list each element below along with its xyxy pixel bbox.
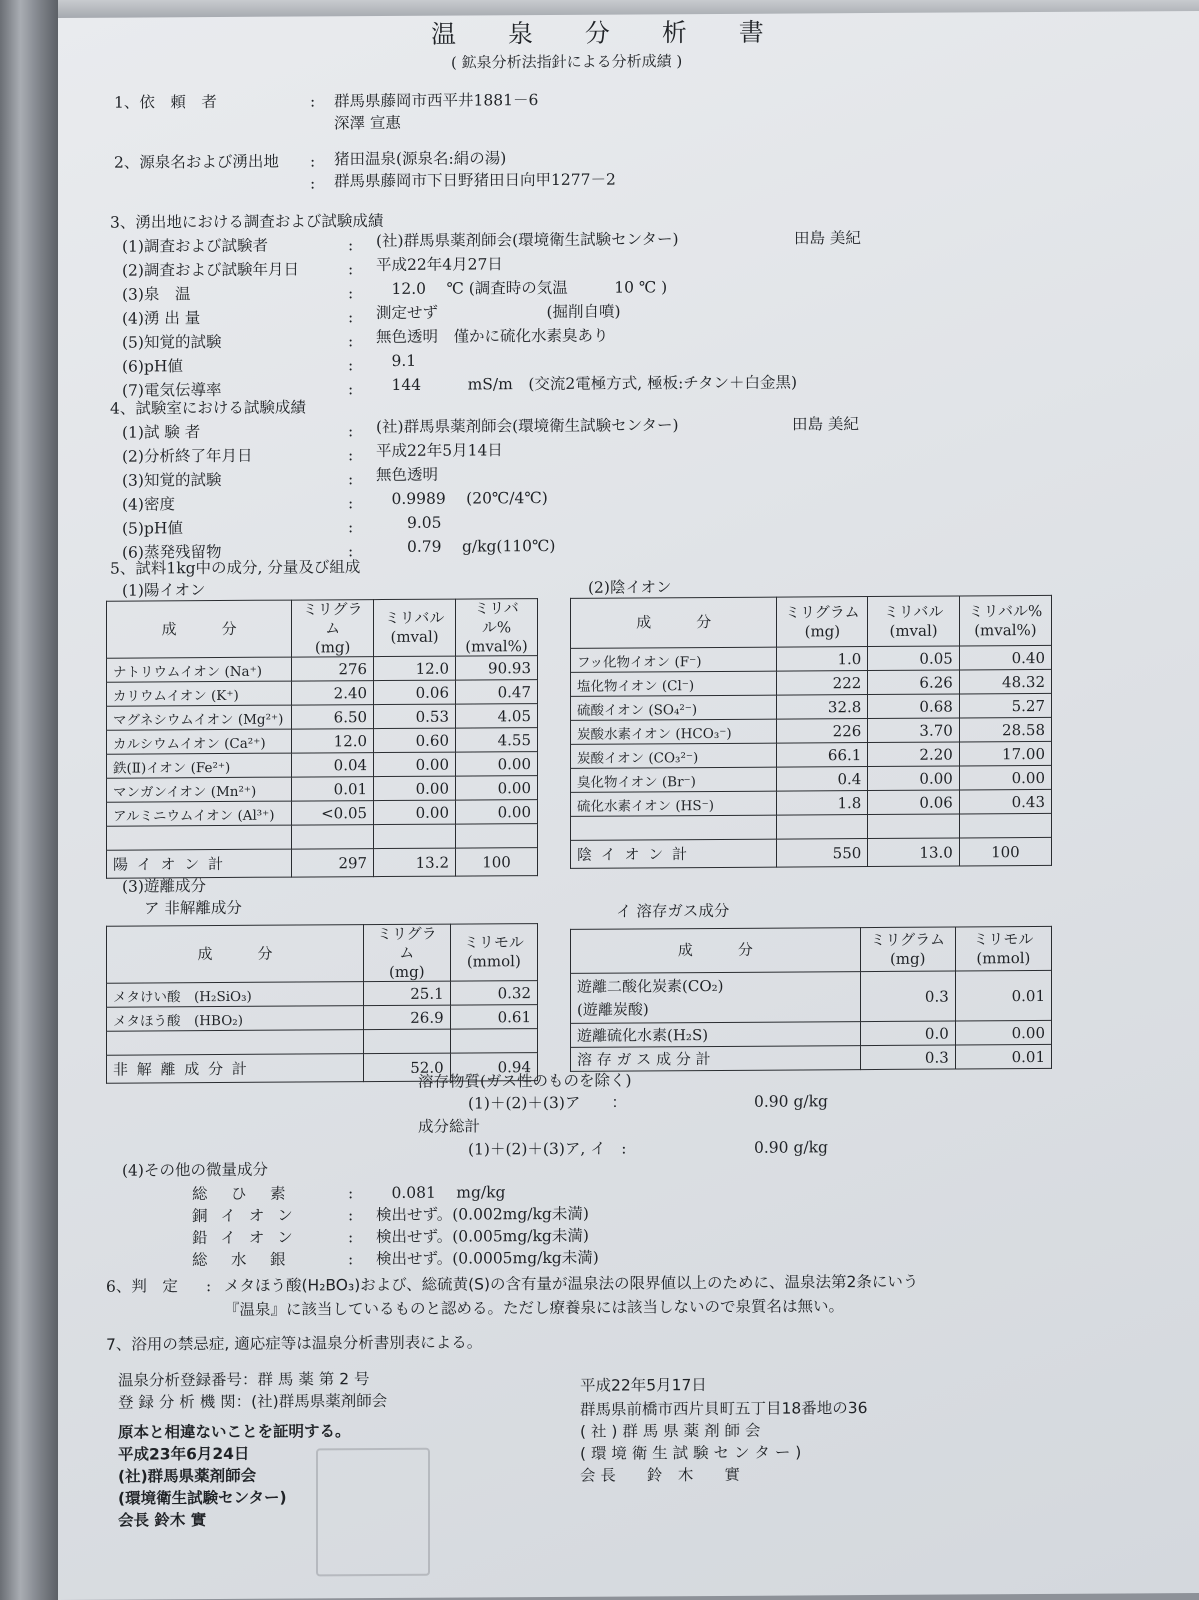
seal-stamp bbox=[316, 1448, 430, 1577]
cation-head-mval-1: ミリバル bbox=[384, 609, 445, 628]
gas-total-name: 溶 存 ガ ス 成 分 計 bbox=[571, 1046, 861, 1072]
s4-item-value: 0.9989 (20℃/4℃) bbox=[376, 489, 548, 509]
free-component-label: (3)遊離成分 bbox=[122, 877, 206, 896]
s2-spring-name: 猪田温泉(源泉名:絹の湯) bbox=[334, 149, 507, 169]
nondiss-row-cell bbox=[363, 1029, 450, 1054]
nondiss-row-total-cell: 52.0 bbox=[363, 1053, 450, 1082]
s3-item-label: (7)電気伝導率 bbox=[122, 381, 222, 400]
cation-row bbox=[107, 728, 538, 755]
cation-row-cell: 0.47 bbox=[456, 680, 538, 705]
s3-item-label: (5)知覚的試験 bbox=[122, 333, 222, 352]
s4-item-value: 9.05 bbox=[376, 513, 442, 533]
trace-value: 検出せず。(0.002mg/kg未満) bbox=[376, 1204, 589, 1225]
frame-left bbox=[0, 0, 58, 1600]
cation-row-cell: 12.0 bbox=[292, 729, 374, 754]
s4-item-value: 無色透明 bbox=[376, 465, 439, 485]
s4-label: 4、試験室における試験成績 bbox=[110, 398, 306, 418]
s4-item-label: (6)蒸発残留物 bbox=[122, 543, 222, 562]
s3-item-label: (3)泉 温 bbox=[122, 285, 191, 304]
s4-item-label: (1)試 験 者 bbox=[122, 423, 201, 442]
anion-row-cell: 66.1 bbox=[777, 743, 868, 768]
s3-item-colon: : bbox=[348, 236, 354, 255]
s3-item-value: 9.1 bbox=[376, 351, 417, 371]
gas-h2s-name: 遊離硫化水素(H₂S) bbox=[571, 1022, 861, 1048]
nondissociated-label: ア 非解離成分 bbox=[144, 898, 242, 918]
cation-row-cell: 276 bbox=[292, 657, 374, 682]
s2-colon: : bbox=[310, 152, 316, 171]
cation-row-cell: 6.50 bbox=[292, 705, 374, 730]
s5-label: 5、試料1kg中の成分, 分量及び組成 bbox=[110, 558, 361, 578]
total-label: 成分総計 bbox=[418, 1117, 481, 1136]
nondiss-head-mg-2: (mg) bbox=[389, 962, 425, 981]
trace-value: 検出せず。(0.0005mg/kg未満) bbox=[376, 1248, 599, 1269]
trace-colon: : bbox=[348, 1250, 354, 1269]
s1-address: 群馬県藤岡市西平井1881－6 bbox=[334, 91, 539, 111]
s3-item-value: 平成22年4月27日 bbox=[376, 255, 503, 275]
anion-row bbox=[571, 789, 1052, 816]
trace-value: 検出せず。(0.005mg/kg未満) bbox=[376, 1226, 589, 1247]
nondiss-row bbox=[107, 1029, 538, 1056]
nondiss-row-cell: 0.32 bbox=[450, 981, 537, 1006]
s3-item-label: (6)pH値 bbox=[122, 357, 183, 376]
s2-label: 2、源泉名および湧出地 bbox=[114, 152, 279, 172]
cation-row-cell bbox=[456, 824, 538, 849]
cation-row-cell: 0.06 bbox=[374, 680, 456, 705]
anion-row-cell: 0.40 bbox=[959, 645, 1051, 670]
cation-row bbox=[107, 800, 538, 827]
cert-org: (社)群馬県薬剤師会 bbox=[118, 1466, 257, 1486]
nondiss-row-cell: 0.61 bbox=[450, 1005, 537, 1030]
s3-item-colon: : bbox=[348, 308, 354, 327]
anion-row bbox=[571, 741, 1052, 768]
cation-row-cell: 4.05 bbox=[456, 704, 538, 729]
cation-head-mvalpct-2: (mval%) bbox=[465, 636, 528, 656]
anion-head-component: 成 分 bbox=[571, 597, 777, 648]
anion-row-total-cell: 100 bbox=[959, 837, 1051, 866]
s3-item-colon: : bbox=[348, 260, 354, 279]
dissolved-gas-label: イ 溶存ガス成分 bbox=[616, 901, 730, 921]
registration-agency: 登 録 分 析 機 関：(社)群馬県薬剤師会 bbox=[118, 1391, 388, 1412]
cation-row bbox=[107, 704, 538, 731]
s3-item-value: (社)群馬県薬剤師会(環境衛生試験センター) bbox=[376, 230, 679, 251]
s6-judgement-line2: 『温泉』に該当しているものと認める。ただし療養泉には該当しないので泉質名は無い。 bbox=[224, 1297, 845, 1319]
trace-colon: : bbox=[348, 1228, 354, 1247]
cation-row-cell: アルミニウムイオン (Al³⁺) bbox=[107, 801, 292, 826]
gas-total-mg: 0.3 bbox=[860, 1045, 955, 1070]
gas-co2-mg: 0.3 bbox=[860, 971, 955, 1022]
cation-row-cell: 0.00 bbox=[374, 776, 456, 801]
cation-row bbox=[107, 656, 538, 683]
nondiss-row-cell bbox=[450, 1029, 537, 1054]
s3-item-value: 無色透明 僅かに硫化水素臭あり bbox=[376, 326, 609, 347]
cation-row-total-cell: 13.2 bbox=[374, 848, 456, 877]
cation-row-cell: 0.01 bbox=[292, 777, 374, 802]
cation-head-component: 成 分 bbox=[107, 600, 292, 658]
anion-row bbox=[571, 669, 1052, 696]
cation-row-cell: 鉄(Ⅱ)イオン (Fe²⁺) bbox=[107, 753, 292, 778]
nondiss-head-mmol-1: ミリモル bbox=[463, 933, 524, 952]
cation-row-cell: 4.55 bbox=[456, 728, 538, 753]
s2-location: 群馬県藤岡市下日野猪田日向甲1277－2 bbox=[334, 170, 616, 191]
anion-label: (2)陰イオン bbox=[588, 578, 672, 597]
cation-head-mg bbox=[292, 600, 374, 658]
cation-row-cell: ナトリウムイオン (Na⁺) bbox=[107, 657, 292, 682]
anion-row bbox=[571, 813, 1052, 840]
gas-head-mmol-1: ミリモル bbox=[973, 929, 1034, 949]
dissolved-label: 溶存物質(ガス性のものを除く) bbox=[418, 1071, 632, 1091]
cation-row-cell bbox=[292, 825, 374, 850]
gas-co2-line2: (遊離炭酸) bbox=[577, 999, 649, 1019]
s7-note: 7、浴用の禁忌症, 適応症等は温泉分析書別表による。 bbox=[106, 1333, 483, 1354]
trace-colon: : bbox=[348, 1206, 354, 1225]
nondiss-head-component: 成 分 bbox=[107, 925, 364, 984]
dissolved-formula: (1)＋(2)＋(3)ア ： bbox=[468, 1093, 627, 1113]
nondiss-row-cell: メタけい酸 (H₂SiO₃) bbox=[107, 982, 364, 1008]
anion-row-cell: 2.20 bbox=[868, 742, 960, 767]
dissolved-gas-table bbox=[570, 926, 1052, 1072]
cation-row-cell: 90.93 bbox=[456, 656, 538, 681]
cation-row-cell: 0.04 bbox=[292, 753, 374, 778]
anion-head-mg bbox=[777, 597, 868, 648]
cert-date: 平成23年6月24日 bbox=[118, 1444, 250, 1464]
anion-row-cell: 1.8 bbox=[777, 791, 868, 816]
anion-row-cell: 0.06 bbox=[868, 790, 960, 815]
anion-row bbox=[571, 717, 1052, 744]
gas-co2-mmol: 0.01 bbox=[955, 970, 1051, 1021]
gas-row-total bbox=[571, 1044, 1052, 1071]
gas-head-mg-1: ミリグラム bbox=[870, 930, 945, 949]
cation-row-cell: 0.00 bbox=[374, 752, 456, 777]
s3-item-colon: : bbox=[348, 284, 354, 303]
s3-item-label: (4)湧 出 量 bbox=[122, 309, 201, 328]
anion-row-cell: 28.58 bbox=[959, 717, 1051, 742]
document-sheet bbox=[58, 11, 1199, 1600]
anion-head-mvalpct bbox=[959, 595, 1051, 646]
cation-row-cell bbox=[374, 824, 456, 849]
anion-row bbox=[571, 765, 1052, 792]
anion-row-cell bbox=[777, 815, 868, 840]
issuer-head: 会 長 鈴 木 實 bbox=[580, 1465, 740, 1485]
anion-row-cell: 0.43 bbox=[959, 789, 1051, 814]
anion-row-cell bbox=[868, 814, 960, 839]
gas-head-mmol-2: (mmol) bbox=[976, 948, 1031, 967]
anion-row-cell: 硫化水素イオン (HS⁻) bbox=[571, 791, 777, 816]
anion-row-cell: 3.70 bbox=[868, 718, 960, 743]
cation-row-cell: 0.00 bbox=[456, 752, 538, 777]
s3-item-colon: : bbox=[348, 332, 354, 351]
nondiss-row-total-cell: 0.94 bbox=[450, 1053, 537, 1082]
s4-item-colon: : bbox=[348, 422, 354, 441]
s4-item-label: (2)分析終了年月日 bbox=[122, 446, 253, 466]
cation-head-mval-2: (mval) bbox=[390, 627, 439, 647]
document-title: 温 泉 分 析 書 bbox=[431, 17, 786, 49]
anion-row-cell: 臭化物イオン (Br⁻) bbox=[571, 767, 777, 792]
anion-head-mval bbox=[868, 596, 960, 647]
s4-item-value: 0.79 g/kg(110℃) bbox=[376, 536, 556, 557]
s3-item-value: 12.0 ℃ (調査時の気温 10 ℃ ) bbox=[376, 278, 668, 299]
anion-head-mg-1: ミリグラム bbox=[785, 602, 860, 622]
nondiss-head-mg bbox=[363, 924, 450, 982]
anion-row-cell: 222 bbox=[777, 671, 868, 696]
s3-item-value: 測定せず (掘削自噴) bbox=[376, 302, 621, 323]
nondiss-head-mg-1: ミリグラム bbox=[376, 924, 437, 962]
trace-label: (4)その他の微量成分 bbox=[122, 1160, 268, 1180]
cation-row-cell: マンガンイオン (Mn²⁺) bbox=[107, 777, 292, 802]
nondiss-head-mmol bbox=[450, 924, 537, 982]
anion-row-cell: 炭酸水素イオン (HCO₃⁻) bbox=[571, 719, 777, 744]
trace-name: 銅 イ オ ン bbox=[192, 1206, 297, 1226]
cation-head-mg-2: (mg) bbox=[314, 637, 351, 656]
anion-row-cell: 塩化物イオン (Cl⁻) bbox=[571, 671, 777, 696]
anion-row bbox=[571, 693, 1052, 720]
gas-co2-name bbox=[571, 972, 861, 1024]
trace-colon: : bbox=[348, 1184, 354, 1203]
anion-head-mval-2: (mval) bbox=[889, 621, 938, 640]
s4-item-person: 田島 美紀 bbox=[792, 415, 859, 434]
cation-head-mvalpct bbox=[456, 599, 538, 657]
cation-row-cell: 0.00 bbox=[456, 800, 538, 825]
s4-item-value: 平成22年5月14日 bbox=[376, 441, 503, 461]
total-value: 0.90 g/kg bbox=[754, 1138, 828, 1157]
s4-item-colon: : bbox=[348, 542, 354, 561]
nondiss-row-total-cell: 非 解 離 成 分 計 bbox=[107, 1054, 364, 1084]
anion-row-cell: 硫酸イオン (SO₄²⁻) bbox=[571, 695, 777, 720]
trace-name: 総 水 銀 bbox=[192, 1250, 290, 1270]
s1-colon: : bbox=[310, 92, 316, 111]
s3-item-colon: : bbox=[348, 380, 354, 399]
anion-row-cell: 0.05 bbox=[868, 646, 960, 671]
dissolved-value: 0.90 g/kg bbox=[754, 1092, 828, 1111]
anion-row-cell: 5.27 bbox=[959, 693, 1051, 718]
s2-colon-2: : bbox=[310, 174, 316, 193]
anion-row-cell: 1.0 bbox=[777, 647, 868, 672]
anion-row-cell: 32.8 bbox=[777, 695, 868, 720]
total-formula: (1)＋(2)＋(3)ア, イ : bbox=[468, 1139, 627, 1159]
anion-head-mg-2: (mg) bbox=[804, 621, 841, 640]
anion-row-total bbox=[571, 837, 1052, 868]
gas-total-mmol: 0.01 bbox=[955, 1044, 1051, 1069]
cation-head-mvalpct-1: ミリバル% bbox=[474, 599, 519, 637]
anion-row bbox=[571, 645, 1052, 672]
cation-row bbox=[107, 752, 538, 779]
gas-head-mg bbox=[860, 927, 955, 972]
cation-row-cell: 0.00 bbox=[374, 800, 456, 825]
anion-row-cell: 0.4 bbox=[777, 767, 868, 792]
cation-row bbox=[107, 680, 538, 707]
s3-label: 3、湧出地における調査および試験成績 bbox=[110, 212, 384, 232]
s6-judgement-line1: メタほう酸(H₂BO₃)および、総硫黄(S)の含有量が温泉法の限界値以上のために、温泉法第2条にいう bbox=[224, 1272, 919, 1295]
cation-row-total bbox=[107, 848, 538, 879]
anion-head-mval-1: ミリバル bbox=[883, 602, 944, 621]
s4-item-colon: : bbox=[348, 494, 354, 513]
cation-head-mval bbox=[374, 599, 456, 657]
cation-row-total-cell: 297 bbox=[292, 849, 374, 878]
cation-row-cell: 12.0 bbox=[374, 656, 456, 681]
gas-row-h2s bbox=[571, 1020, 1052, 1047]
anion-row-cell bbox=[571, 815, 777, 840]
trace-name: 鉛 イ オ ン bbox=[192, 1228, 297, 1248]
gas-co2-line1: 遊離二酸化炭素(CO₂) bbox=[577, 976, 724, 996]
gas-h2s-mg: 0.0 bbox=[860, 1021, 955, 1046]
issuer-center: ( 環 境 衛 生 試 験 セ ン タ ー ) bbox=[580, 1443, 802, 1463]
nondiss-row bbox=[107, 981, 538, 1008]
gas-head-mmol bbox=[955, 926, 1051, 971]
cation-row-cell: <0.05 bbox=[292, 801, 374, 826]
anion-row-total-cell: 13.0 bbox=[868, 838, 960, 867]
cation-head-mg-1: ミリグラム bbox=[302, 600, 363, 638]
nondiss-row-cell: 25.1 bbox=[363, 981, 450, 1006]
anion-row-cell: フッ化物イオン (F⁻) bbox=[571, 647, 777, 672]
cation-row bbox=[107, 776, 538, 803]
cation-row-total-cell: 100 bbox=[456, 848, 538, 877]
gas-row-co2 bbox=[571, 970, 1052, 1023]
s1-label: 1、依 頼 者 bbox=[114, 93, 217, 112]
cation-row-cell: マグネシウムイオン (Mg²⁺) bbox=[107, 705, 292, 730]
anion-row-cell: 48.32 bbox=[959, 669, 1051, 694]
s6-label: 6、判 定 bbox=[106, 1277, 178, 1296]
s4-item-colon: : bbox=[348, 470, 354, 489]
s4-item-colon: : bbox=[348, 446, 354, 465]
s3-item-label: (1)調査および試験者 bbox=[122, 236, 268, 256]
cert-center: (環境衛生試験センター) bbox=[118, 1488, 287, 1508]
nondiss-row-cell bbox=[107, 1030, 364, 1056]
s4-item-label: (5)pH値 bbox=[122, 519, 183, 538]
anion-row-cell: 0.00 bbox=[868, 766, 960, 791]
nondiss-head-mmol-2: (mmol) bbox=[466, 952, 521, 971]
cation-row-cell: 0.53 bbox=[374, 704, 456, 729]
s6-colon: : bbox=[206, 1277, 212, 1296]
cation-row-cell bbox=[107, 825, 292, 850]
s4-item-value: (社)群馬県薬剤師会(環境衛生試験センター) bbox=[376, 416, 679, 437]
anion-row-cell: 17.00 bbox=[959, 741, 1051, 766]
issuer-org: ( 社 ) 群 馬 県 薬 剤 師 会 bbox=[580, 1421, 761, 1441]
s3-item-person: 田島 美紀 bbox=[794, 229, 861, 248]
cation-table bbox=[106, 598, 538, 879]
cation-row bbox=[107, 824, 538, 851]
nondiss-row-cell: メタほう酸 (HBO₂) bbox=[107, 1006, 364, 1032]
nondissociated-table bbox=[106, 923, 538, 1084]
anion-table bbox=[570, 595, 1052, 869]
gas-head-component: 成 分 bbox=[571, 928, 861, 974]
s3-item-colon: : bbox=[348, 356, 354, 375]
s3-item-value: 144 mS/m (交流2電極方式, 極板:チタン＋白金黒) bbox=[376, 373, 798, 395]
registration-number: 温泉分析登録番号：群 馬 薬 第 2 号 bbox=[118, 1370, 370, 1390]
issuer-address: 群馬県前橋市西片貝町五丁目18番地の36 bbox=[580, 1399, 868, 1419]
anion-head-mvalpct-1: ミリバル% bbox=[968, 601, 1043, 621]
document-subtitle: ( 鉱泉分析法指針による分析成績 ) bbox=[451, 52, 683, 72]
anion-row-cell: 炭酸イオン (CO₃²⁻) bbox=[571, 743, 777, 768]
cert-head: 会長 鈴木 實 bbox=[118, 1511, 207, 1530]
s4-item-label: (3)知覚的試験 bbox=[122, 471, 222, 490]
s3-item-label: (2)調査および試験年月日 bbox=[122, 260, 299, 280]
trace-name: 総 ひ 素 bbox=[192, 1184, 290, 1204]
s1-name: 深澤 宣惠 bbox=[334, 113, 401, 133]
nondiss-row-cell: 26.9 bbox=[363, 1005, 450, 1030]
cation-label: (1)陽イオン bbox=[122, 581, 206, 600]
anion-row-cell bbox=[959, 813, 1051, 838]
gas-h2s-mmol: 0.00 bbox=[955, 1020, 1051, 1045]
nondiss-row bbox=[107, 1005, 538, 1032]
s4-item-colon: : bbox=[348, 518, 354, 537]
anion-row-cell: 0.68 bbox=[868, 694, 960, 719]
cation-row-cell: 0.00 bbox=[456, 776, 538, 801]
anion-row-cell: 6.26 bbox=[868, 670, 960, 695]
anion-row-total-cell: 550 bbox=[777, 839, 868, 868]
cation-row-cell: カリウムイオン (K⁺) bbox=[107, 681, 292, 706]
cation-row-cell: 0.60 bbox=[374, 728, 456, 753]
cert-line1: 原本と相違ないことを証明する。 bbox=[118, 1422, 351, 1442]
cation-row-cell: カルシウムイオン (Ca²⁺) bbox=[107, 729, 292, 754]
anion-row-cell: 226 bbox=[777, 719, 868, 744]
cation-row-total-cell: 陽 イ オ ン 計 bbox=[107, 849, 292, 878]
gas-head-mg-2: (mg) bbox=[889, 949, 926, 968]
s4-item-label: (4)密度 bbox=[122, 495, 175, 514]
anion-row-cell: 0.00 bbox=[959, 765, 1051, 790]
anion-head-mvalpct-2: (mval%) bbox=[974, 620, 1037, 639]
issuer-date: 平成22年5月17日 bbox=[580, 1376, 707, 1395]
cation-row-cell: 2.40 bbox=[292, 681, 374, 706]
anion-row-total-cell: 陰 イ オ ン 計 bbox=[571, 839, 777, 868]
trace-value: 0.081 mg/kg bbox=[376, 1183, 506, 1203]
